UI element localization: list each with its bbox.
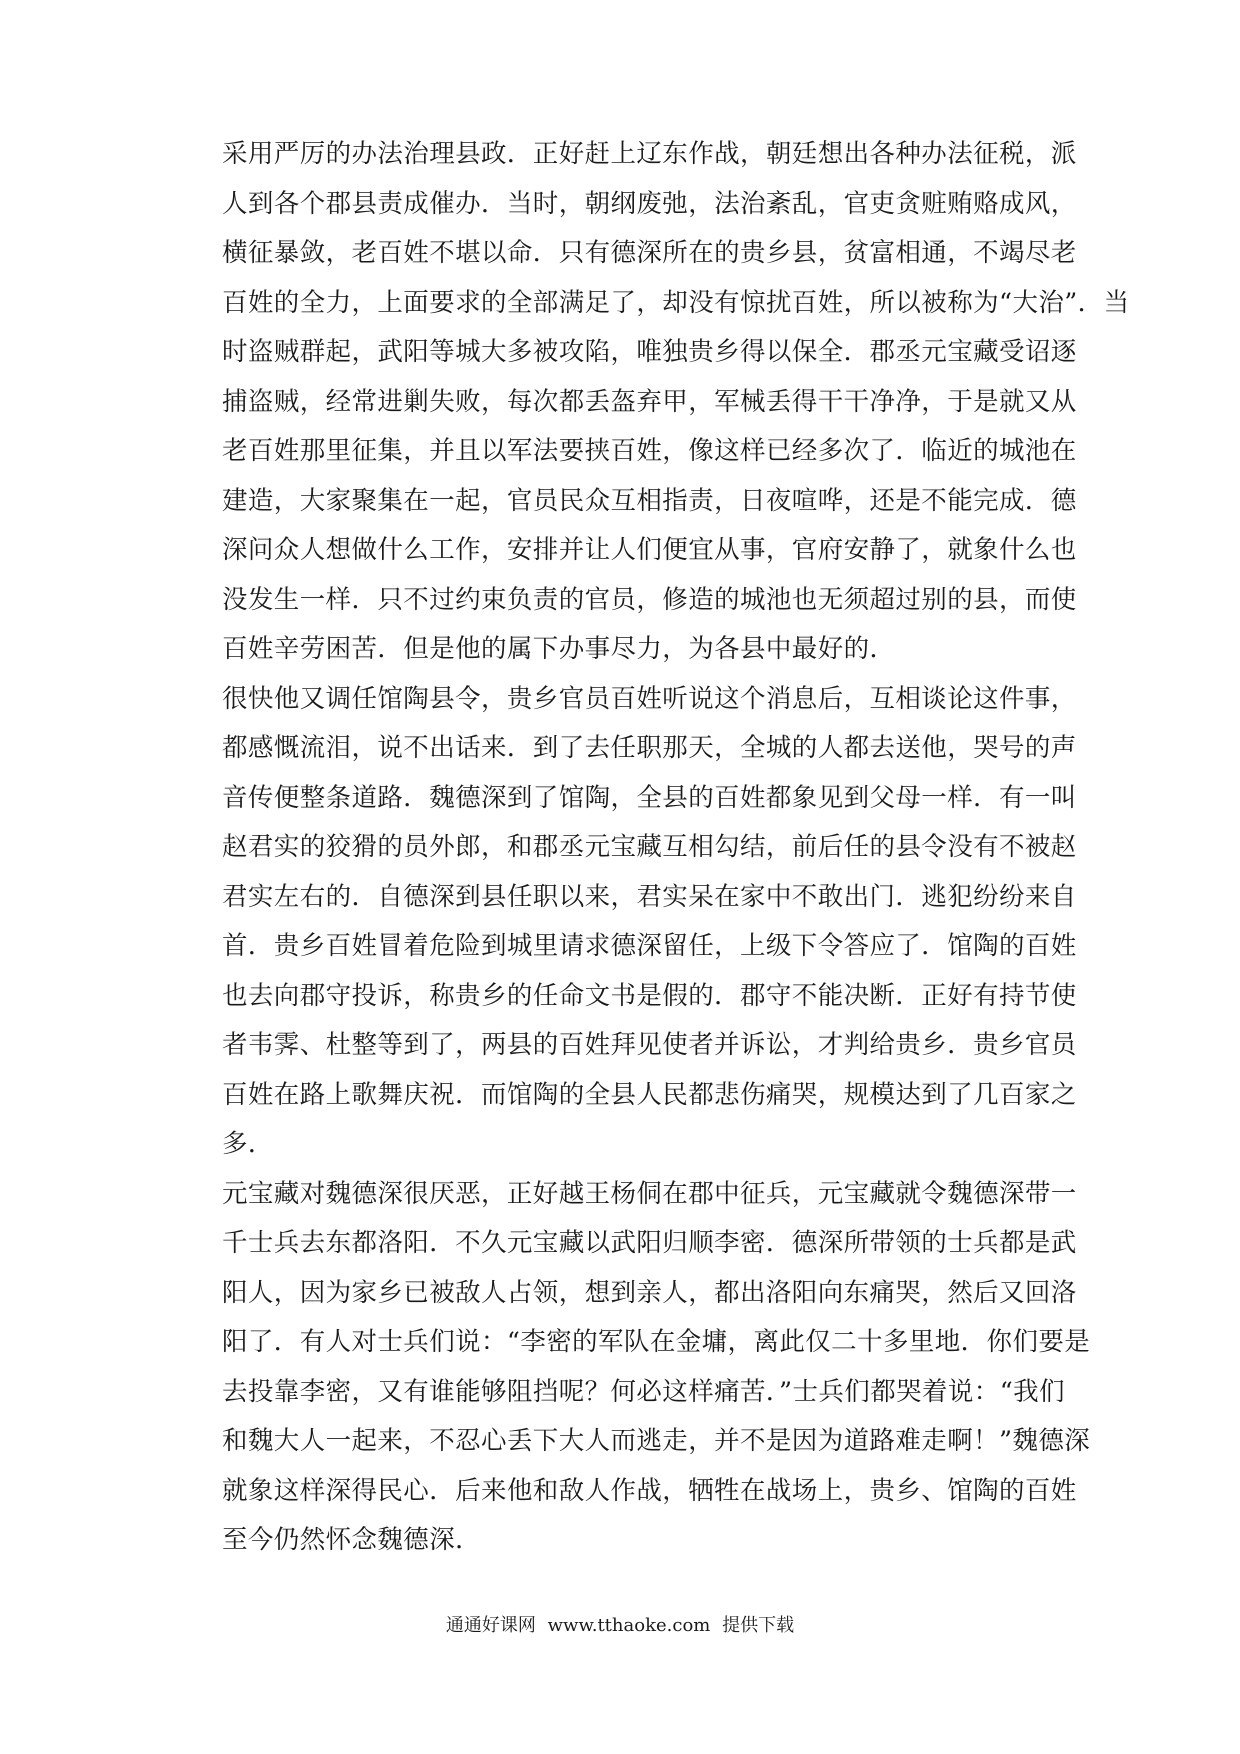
page-footer <box>0 1614 1240 1638</box>
text-line: 百姓辛劳困苦．但是他的属下办事尽力，为各县中最好的． <box>222 634 896 664</box>
text-line: 赵君实的狡猾的员外郎，和郡丞元宝藏互相勾结，前后任的县令没有不被赵 <box>222 832 1077 862</box>
text-line: 人到各个郡县责成催办．当时，朝纲废弛，法治紊乱，官吏贪赃贿赂成风， <box>222 188 1077 219</box>
text-line: 首．贵乡百姓冒着危险到城里请求德深留任，上级下令答应了．馆陶的百姓 <box>222 931 1077 961</box>
text-line: 阳人，因为家乡已被敌人占领，想到亲人，都出洛阳向东痛哭，然后又回洛 <box>222 1277 1077 1308</box>
text-line: 没发生一样．只不过约束负责的官员，修造的城池也无须超过别的县，而使 <box>222 584 1077 615</box>
text-line: 和魏大人一起来，不忍心丢下大人而逃走，并不是因为道路难走啊！”魏德深 <box>222 1426 1091 1456</box>
text-line: 采用严厉的办法治理县政．正好赶上辽东作战，朝廷想出各种办法征税，派 <box>222 139 1077 169</box>
text-line: 都感慨流泪，说不出话来．到了去任职那天，全城的人都去送他，哭号的声 <box>222 733 1077 763</box>
text-line: 元宝藏对魏德深很厌恶，正好越王杨侗在郡中征兵，元宝藏就令魏德深带一 <box>222 1178 1077 1209</box>
body-text <box>222 130 1130 1566</box>
footer-site-name: 通通好课网 <box>445 1615 536 1636</box>
text-line: 音传便整条道路．魏德深到了馆陶，全县的百姓都象见到父母一样．有一叫 <box>222 782 1077 813</box>
text-line: 千士兵去东都洛阳．不久元宝藏以武阳归顺李密．德深所带领的士兵都是武 <box>222 1228 1077 1258</box>
text-line: 百姓的全力，上面要求的全部满足了，却没有惊扰百姓，所以被称为“大治”．当 <box>222 287 1130 318</box>
text-line: 去投靠李密，又有谁能够阻挡呢？何必这样痛苦．”士兵们都哭着说：“我们 <box>222 1376 1065 1407</box>
text-line: 阳了．有人对士兵们说：“李密的军队在金墉，离此仅二十多里地．你们要是 <box>222 1327 1091 1357</box>
footer-suffix: 提供下载 <box>722 1615 795 1636</box>
footer-url[interactable]: www.tthaoke.com <box>547 1615 711 1636</box>
text-line: 建造，大家聚集在一起，官员民众互相指责，日夜喧哗，还是不能完成．德 <box>222 485 1077 516</box>
text-line: 也去向郡守投诉，称贵乡的任命文书是假的．郡守不能决断．正好有持节使 <box>222 980 1077 1011</box>
text-line: 者韦霁、杜整等到了，两县的百姓拜见使者并诉讼，才判给贵乡．贵乡官员 <box>222 1030 1077 1060</box>
text-line: 老百姓那里征集，并且以军法要挟百姓，像这样已经多次了．临近的城池在 <box>222 436 1077 466</box>
text-line: 横征暴敛，老百姓不堪以命．只有德深所在的贵乡县，贫富相通，不竭尽老 <box>222 238 1077 268</box>
text-line: 君实左右的．自德深到县任职以来，君实呆在家中不敢出门．逃犯纷纷来自 <box>222 881 1077 912</box>
text-line: 时盗贼群起，武阳等城大多被攻陷，唯独贵乡得以保全．郡丞元宝藏受诏逐 <box>222 337 1077 367</box>
text-line: 深问众人想做什么工作，安排并让人们便宜从事，官府安静了，就象什么也 <box>222 535 1077 565</box>
text-line: 至今仍然怀念魏德深． <box>222 1525 482 1555</box>
text-line: 百姓在路上歌舞庆祝．而馆陶的全县人民都悲伤痛哭，规模达到了几百家之 <box>222 1079 1077 1110</box>
text-line: 很快他又调任馆陶县令，贵乡官员百姓听说这个消息后，互相谈论这件事， <box>222 683 1077 714</box>
text-line: 就象这样深得民心．后来他和敌人作战，牺牲在战场上，贵乡、馆陶的百姓 <box>222 1475 1077 1506</box>
text-line: 多． <box>222 1129 274 1159</box>
text-line: 捕盗贼，经常进剿失败，每次都丢盔弃甲，军械丢得干干净净，于是就又从 <box>222 386 1077 417</box>
